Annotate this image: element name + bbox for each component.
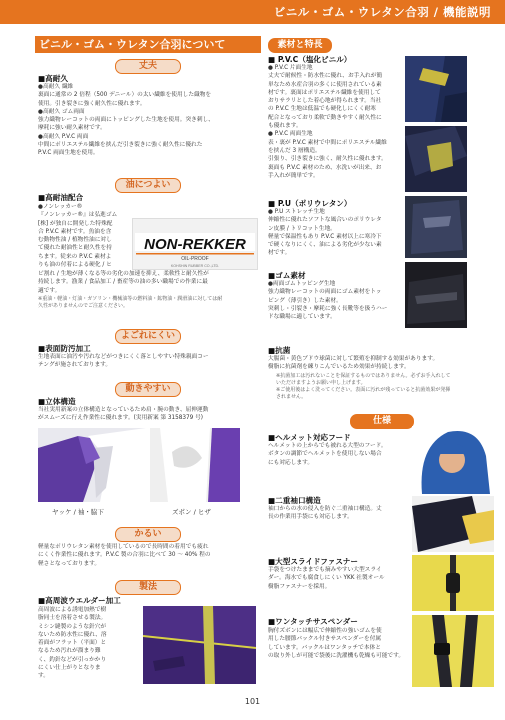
logo-maker: KOHSHIN RUBBER CO.,LTD. xyxy=(170,264,220,268)
susp-body: 胸付ズボンには幅広で伸縮性の強いゴムを使 用した腰節バックル付きサスペンダーを付属 しています。バックルはワンタッチで本体と の取り外しが可能で袋後に洗濯機も乾燥も可能です。 xyxy=(268,628,405,659)
pu-photo xyxy=(405,196,467,258)
pu-heading: ■ P.U（ポリウレタン） xyxy=(268,199,352,208)
zip-body: 手袋をつけたままでも摘みやすい大型スライ ダー。海水でも腐食しにくい YKK 社製オール 樹脂ファスナーを採用。 xyxy=(268,567,385,590)
dirt-body: 生地表面に油汚や汚れなどがつきにくく落としやすい特殊親面コー テングが施されております。 xyxy=(38,354,209,369)
pill-durable: 丈夫 xyxy=(115,59,181,74)
hood-photo xyxy=(412,426,494,494)
zip-photo xyxy=(412,555,494,611)
welded-seam-photo xyxy=(143,606,256,684)
pu-body: ● P.U ストレッチ生地 伸縮性に優れたソフトな風合いのポリウレタ ン皮膜 / トリコット生地。 軽量で保温性もあり P.V.C 素材以上に寒冷下 で硬くなりにくく、油による劣化が少ない素 材です。 xyxy=(268,209,382,257)
cuff-photo xyxy=(412,496,494,552)
hood-heading: ■ヘルメット対応フード xyxy=(268,433,351,442)
pvc-body: ● P.V.C 片面生地 丈夫で耐候性・防水性に優れ、お手入れが簡 単なため水産合羽の多くに使用されている素 材です。裏面はポリエステル繊維を使用して おりサラリとした着心地が得られます。当社 の P.V.C 生地は低温でも硬化しにくく耐寒 配合となっており柔軟で動きやすく耐久性に も優れます。 ● P.V.C 両面生地 表・裏が P.V.C 素材で中間にポリエステル繊維 を挟んだ 3 層構造。 引張り、引き裂きに強く、耐久性に優れます。 裏面も P.V.C 素材のため、水洗いが出来、お 手入れが簡単です。 xyxy=(268,65,387,179)
pill-dirt: よごれにくい xyxy=(115,329,181,344)
pill-make: 製法 xyxy=(115,580,181,595)
pvc-double-photo xyxy=(405,126,467,192)
trousers-knee-photo xyxy=(150,428,240,502)
non-rekker-logo xyxy=(132,218,258,270)
antibac-body: 大腸菌・黄色ブドウ球菌に対して繁殖を抑制する効果があります。 樹脂に抗菌剤を練りこんでいるため効果が持続します。 xyxy=(268,356,439,371)
susp-heading: ■ワンタッチサスペンダー xyxy=(268,617,358,626)
cuff-body: 袖口からの水の侵入を防ぐ二重袖口構造。丈 長の作業用手袋にも対応します。 xyxy=(268,506,382,521)
oil-body-narrow: ●ノンレッカー® 『ノンレッカー®』は弘進ゴム [株] が独自に開発した特殊配 合 P.V.C 素材です。魚油を含 む動物性油 / 植物性油に対し て優れた耐油性と耐久性を持 ちます。従来の P.V.C 素材よ りも油の付着による硬化 / ヒ xyxy=(38,204,118,269)
caption-trousers: ズボン / ヒザ xyxy=(172,508,211,516)
jacket-underarm-photo xyxy=(38,428,146,502)
light-body: 軽量なポリウレタン素材を使用しているので長時間の着用でも疲れ にくく作業性に優れます。P.V.C 製の合羽に比べて 30 ～ 40% 程の 軽さとなっております。 xyxy=(38,544,211,567)
header-bar xyxy=(0,0,505,24)
suspender-photo xyxy=(412,615,494,687)
make-body: 高周波による誘電加熱で樹 脂同士を溶着させる製法。 ミシン縫製のような針穴が ないため防水性に優れ、溶 着面がフラット（平面）と なるため汚れが溜まり難 く、釣針などが引っかかり にくい仕上がりとなりま す。 xyxy=(38,607,107,680)
logo-graphic xyxy=(133,219,257,269)
antibac-heading: ■抗菌 xyxy=(268,346,291,355)
dirt-heading: ■表面防汚加工 xyxy=(38,344,91,353)
pvc-single-photo xyxy=(405,56,467,122)
pill-move: 動きやすい xyxy=(115,382,181,397)
oil-note: ※重油・軽油・灯油・ガソリン・機械油等の燃料油・鉱物油・潤滑油に対しては耐 久性がありませんのでご注意ください。 xyxy=(38,296,223,309)
hood-body: ヘルメットの上からでも被れる大型のフード。 ボタンの調節でヘルメットを使用しない場合 にも対応します。 xyxy=(268,443,387,466)
rubber-photo xyxy=(405,262,467,328)
move-heading: ■立体構造 xyxy=(38,397,76,406)
pvc-heading: ■ P.V.C（塩化ビニル） xyxy=(268,55,352,64)
durable-heading: ■高耐久 xyxy=(38,74,68,83)
pill-oil: 油につよい xyxy=(115,178,181,193)
page-number: 101 xyxy=(244,697,261,706)
pill-material: 素材と特長 xyxy=(268,38,332,53)
oil-body-wide: ビ割れ / 生地が薄くなる等の劣化の加速を抑え、柔軟性と耐久性が 持続します。漁業 / 食品加工 / 畜産等の油の多い職場での作業に最 適です。 xyxy=(38,271,209,294)
cuff-heading: ■二重袖口構造 xyxy=(268,496,321,505)
move-body: 当社実用新案の立体構造となっているため肩・腕の動き、屈伸運動 がスムーズに行え作業性に優れます。(実用新案 第 3158379 号) xyxy=(38,407,209,422)
oil-heading: ■高耐油配合 xyxy=(38,193,84,202)
left-section-title: ビニル・ゴム・ウレタン合羽について xyxy=(35,36,261,53)
zip-heading: ■大型スライドファスナー xyxy=(268,557,358,566)
logo-text: NON-REKKER xyxy=(144,236,246,253)
header-title: ビニル・ゴム・ウレタン合羽 / 機能説明 xyxy=(273,5,491,19)
durable-body: ●高耐久 繊維 裏面に通常の 2 倍程（500 デニール）の太い繊維を使用した織物を 使用。引き裂きに強く耐久性に優れます。 ●高耐久 ゴム両面 強力織物レーコットの両面にトッピングした生地を使用。突き刺し、 摩耗に強い耐久素材です。 ●高耐久 P.V.C 両面 中間にポリエステル繊維を挟んだ引き裂きに強く耐久性に優れた P.V.C 両面生地を使用。 xyxy=(38,84,214,157)
rubber-heading: ■ゴム素材 xyxy=(268,271,306,280)
pill-light: かるい xyxy=(115,527,181,542)
make-heading: ■高周波ウエルダー加工 xyxy=(38,596,121,605)
logo-sub: OIL-PROOF xyxy=(181,256,209,262)
antibac-note: ※抗菌加工は汚れないことを保証するものではありません。必ずお手入れして いただけますようお願い申し上げます。 ※ご使用後はよく洗ってください。表面に汚れが残っていると抗菌効果が発揮 されません。 xyxy=(276,373,451,400)
caption-jacket: ヤッケ / 袖・脇下 xyxy=(52,508,104,516)
pill-spec: 仕様 xyxy=(350,414,414,429)
rubber-body: ●両面ゴムトッピング生地 強力織物レーコットの両面にゴム素材をトッ ピング（薄引き）した素材。 突刺し・引裂き・摩耗に強く長靴等を扱うハー ドな職場に適しています。 xyxy=(268,281,388,321)
